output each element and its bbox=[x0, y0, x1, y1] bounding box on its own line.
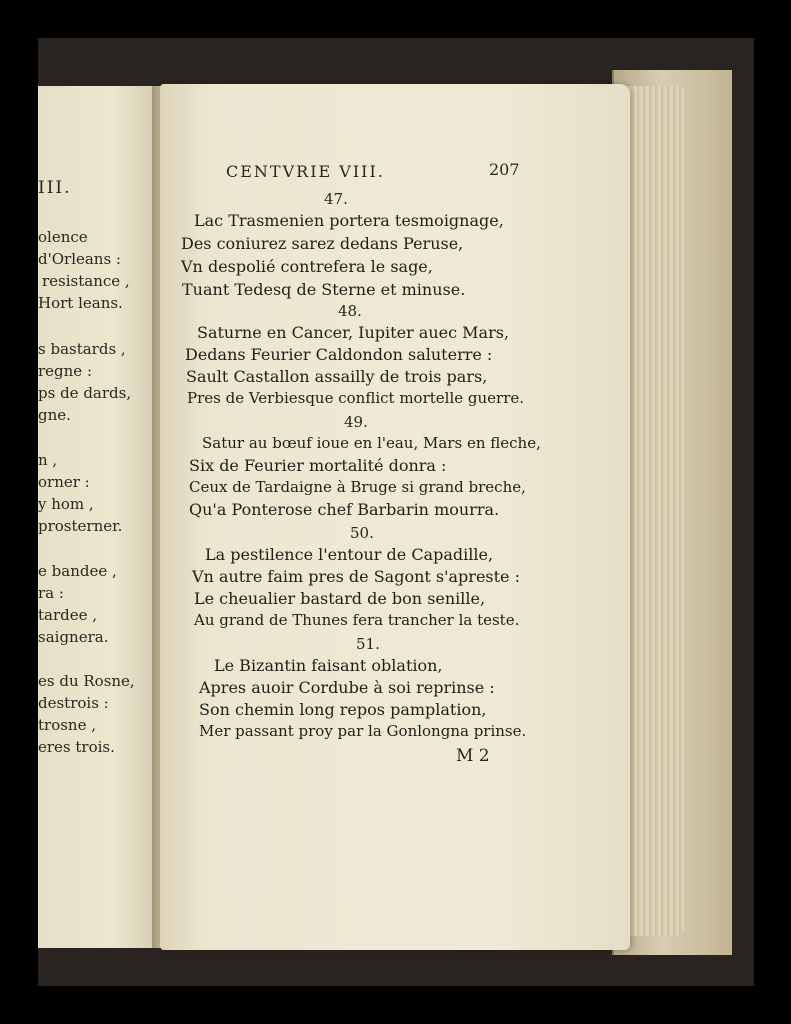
running-header: CENTVRIE VIII. bbox=[226, 162, 385, 181]
left-line: prosterner. bbox=[38, 517, 123, 535]
left-header-fragment: III. bbox=[38, 178, 72, 198]
left-line: saignera. bbox=[38, 628, 109, 646]
left-line: olence bbox=[38, 228, 88, 246]
left-line: regne : bbox=[38, 362, 93, 380]
verse-line: Ceux de Tardaigne à Bruge si grand breche, bbox=[189, 478, 526, 496]
quatrain-number: 47. bbox=[324, 190, 348, 208]
verse-line: Au grand de Thunes fera trancher la teste. bbox=[194, 611, 520, 629]
left-line: destrois : bbox=[38, 694, 109, 712]
verse-line: Satur au bœuf ioue en l'eau, Mars en fleche, bbox=[202, 434, 541, 452]
left-line: Hort leans. bbox=[38, 294, 123, 312]
left-line: trosne , bbox=[38, 716, 97, 734]
left-line: y hom , bbox=[38, 495, 94, 513]
quatrain-number: 49. bbox=[344, 413, 368, 431]
left-line: gne. bbox=[38, 406, 71, 424]
left-line: d'Orleans : bbox=[38, 250, 121, 268]
left-line: es du Rosne, bbox=[38, 672, 135, 690]
verse-line: Sault Castallon assailly de trois pars, bbox=[186, 367, 488, 386]
left-line: n , bbox=[38, 451, 58, 469]
verse-line: Lac Trasmenien portera tesmoignage, bbox=[194, 211, 504, 230]
quatrain-number: 48. bbox=[338, 302, 362, 320]
verse-line: Son chemin long repos pamplation, bbox=[199, 700, 487, 719]
quatrain-number: 51. bbox=[356, 635, 380, 653]
page-number: 207 bbox=[489, 160, 520, 179]
verse-line: La pestilence l'entour de Capadille, bbox=[205, 545, 494, 564]
verse-line: Le cheualier bastard de bon senille, bbox=[194, 589, 486, 608]
verse-line: Pres de Verbiesque conflict mortelle guerre. bbox=[187, 389, 525, 407]
page-edges bbox=[622, 86, 684, 936]
left-line: s bastards , bbox=[38, 340, 126, 358]
verse-line: Mer passant proy par la Gonlongna prinse. bbox=[199, 722, 527, 740]
verse-line: Vn despolié contrefera le sage, bbox=[181, 257, 433, 276]
verse-line: Dedans Feurier Caldondon saluterre : bbox=[185, 345, 493, 364]
left-line: orner : bbox=[38, 473, 90, 491]
verse-line: Six de Feurier mortalité donra : bbox=[189, 456, 447, 475]
verse-line: Apres auoir Cordube à soi reprinse : bbox=[199, 678, 495, 697]
left-line: resistance , bbox=[42, 272, 130, 290]
verse-line: Qu'a Ponterose chef Barbarin mourra. bbox=[189, 500, 500, 519]
left-line: ra : bbox=[38, 584, 64, 602]
signature-mark: M 2 bbox=[456, 746, 490, 766]
verse-line: Des coniurez sarez dedans Peruse, bbox=[181, 234, 464, 253]
verse-line: Le Bizantin faisant oblation, bbox=[214, 656, 443, 675]
verse-line: Tuant Tedesq de Sterne et minuse. bbox=[182, 280, 466, 299]
left-line: e bandee , bbox=[38, 562, 117, 580]
verse-line: Saturne en Cancer, Iupiter auec Mars, bbox=[197, 323, 510, 342]
left-page bbox=[38, 86, 162, 948]
left-line: ps de dards, bbox=[38, 384, 132, 402]
quatrain-number: 50. bbox=[350, 524, 374, 542]
left-line: eres trois. bbox=[38, 738, 115, 756]
left-line: tardee , bbox=[38, 606, 98, 624]
verse-line: Vn autre faim pres de Sagont s'apreste : bbox=[192, 567, 520, 586]
